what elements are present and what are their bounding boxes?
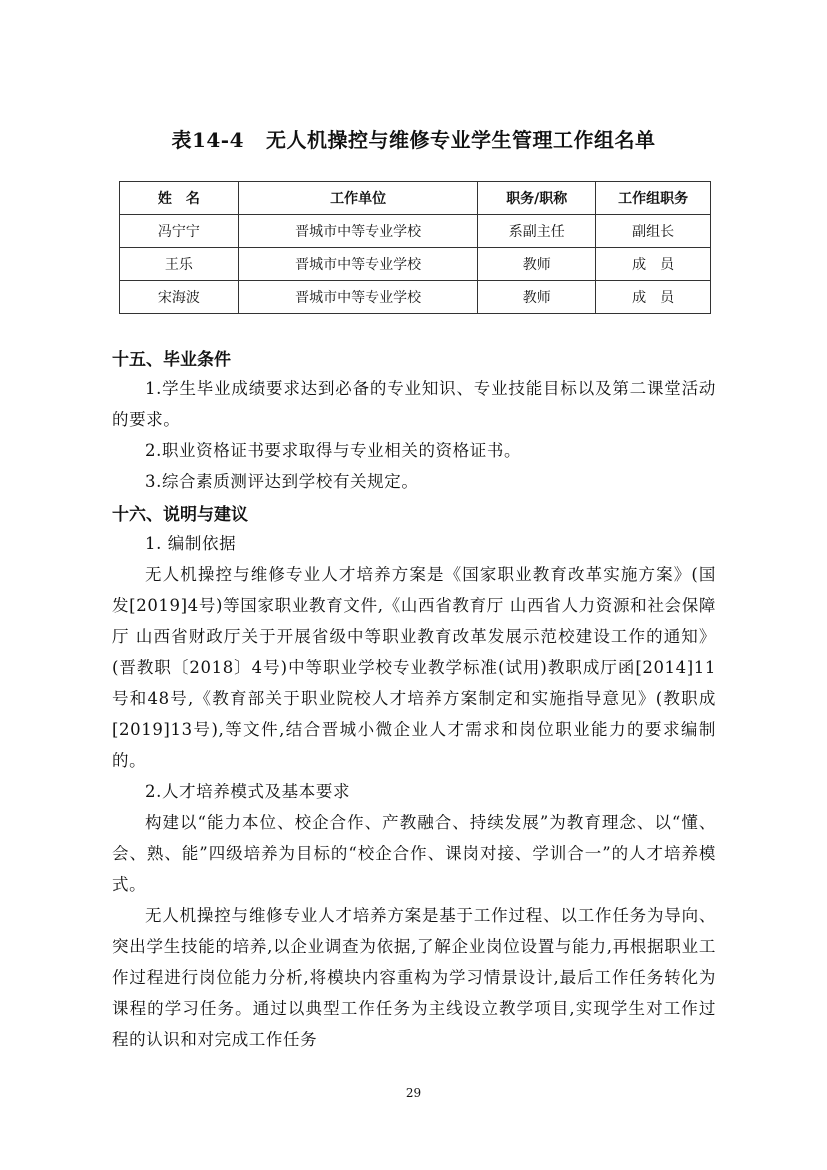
- cell-position: 系副主任: [478, 215, 596, 248]
- header-unit: 工作单位: [238, 182, 478, 215]
- table-header-row: [120, 182, 711, 215]
- cell-unit: 晋城市中等专业学校: [238, 281, 478, 314]
- page-number: 29: [405, 1086, 422, 1100]
- header-group-role: 工作组职务: [596, 182, 711, 215]
- table-number: 表14-4: [171, 128, 245, 152]
- graduation-item-1: 1.学生毕业成绩要求达到必备的专业知识、专业技能目标以及第二课堂活动的要求。: [112, 379, 716, 429]
- cell-unit: 晋城市中等专业学校: [238, 248, 478, 281]
- cell-group-role: 成 员: [596, 248, 711, 281]
- section-heading-graduation: 十五、毕业条件: [112, 350, 231, 370]
- table-caption: [0, 124, 827, 153]
- paragraph-basis: 无人机操控与维修专业人才培养方案是《国家职业教育改革实施方案》(国发[2019]4号)等国家职业教育文件,《山西省教育厅 山西省人力资源和社会保障厅 山西省财政厅关于开展省级中等职业教育改革发展示范校建设工作的通知》(晋教职〔2018〕4号)中等职业学校专业教学标准(试用)教职成厅函[2014]11号和48号,《教育部关于职业院校人才培养方案制定和实施指导意见》(教职成[2019]13号),等文件,结合晋城小微企业人才需求和岗位职业能力的要求编制的。: [112, 565, 716, 770]
- cell-unit: 晋城市中等专业学校: [238, 215, 478, 248]
- section-heading-notes: 十六、说明与建议: [112, 505, 248, 525]
- subheading-basis: 1. 编制依据: [145, 534, 237, 553]
- header-position: 职务/职称: [478, 182, 596, 215]
- paragraph-training-process: 无人机操控与维修专业人才培养方案是基于工作过程、以工作任务为导向、突出学生技能的培养,以企业调查为依据,了解企业岗位设置与能力,再根据职业工作过程进行岗位能力分析,将模块内容重构为学习情景设计,最后工作任务转化为课程的学习任务。通过以典型工作任务为主线设立教学项目,实现学生对工作过程的认识和对完成工作任务: [112, 906, 716, 1049]
- paragraph-training-mode: 构建以“能力本位、校企合作、产教融合、持续发展”为教育理念、以“懂、会、熟、能”四级培养为目标的“校企合作、课岗对接、学训合一”的人才培养模式。: [112, 813, 716, 894]
- table-row: [120, 248, 711, 281]
- graduation-item-3: 3.综合素质测评达到学校有关规定。: [145, 472, 419, 491]
- cell-name: 王乐: [120, 248, 239, 281]
- cell-group-role: 成 员: [596, 281, 711, 314]
- graduation-item-2: 2.职业资格证书要求取得与专业相关的资格证书。: [145, 441, 522, 460]
- cell-position: 教师: [478, 281, 596, 314]
- cell-name: 宋海波: [120, 281, 239, 314]
- cell-name: 冯宁宁: [120, 215, 239, 248]
- cell-group-role: 副组长: [596, 215, 711, 248]
- table-title: 无人机操控与维修专业学生管理工作组名单: [266, 128, 656, 152]
- table-row: [120, 215, 711, 248]
- staff-table: [119, 181, 711, 314]
- table-row: [120, 281, 711, 314]
- subheading-training-mode: 2.人才培养模式及基本要求: [145, 782, 351, 801]
- cell-position: 教师: [478, 248, 596, 281]
- header-name: 姓 名: [120, 182, 239, 215]
